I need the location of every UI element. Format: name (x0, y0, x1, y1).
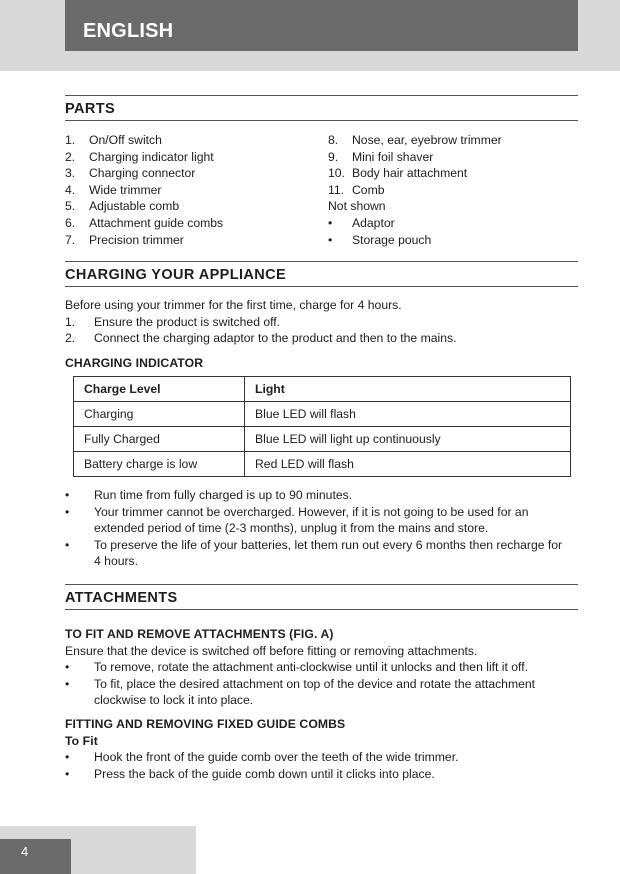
table-cell: Blue LED will flash (245, 402, 571, 427)
item-number: 1. (65, 133, 76, 147)
list-item (65, 749, 578, 766)
charging-section (65, 261, 578, 573)
parts-title: PARTS (65, 101, 116, 117)
charging-steps (65, 314, 578, 347)
list-item (65, 165, 315, 182)
fit-remove-intro: Ensure that the device is switched off before fitting or removing attachments. (65, 643, 478, 658)
item-number: 10. (328, 166, 345, 181)
list-item (65, 314, 578, 331)
list-item (328, 165, 578, 182)
item-text: Body hair attachment (352, 166, 468, 181)
list-item (328, 182, 578, 199)
charging-title: CHARGING YOUR APPLIANCE (65, 267, 287, 283)
item-text: Nose, ear, eyebrow trimmer (352, 133, 502, 147)
parts-section (65, 95, 578, 255)
parts-list-right (328, 132, 578, 248)
list-item (328, 215, 578, 232)
item-text: To preserve the life of your batteries, let them run out every 6 months then recharge for 4 hours. (94, 537, 563, 569)
guide-comb-items (65, 749, 578, 782)
list-item (65, 149, 315, 166)
bullet-icon: • (65, 676, 70, 691)
list-item (65, 182, 315, 199)
language-tab (65, 0, 578, 51)
list-item (65, 198, 315, 215)
list-item (65, 215, 315, 232)
attachments-title: ATTACHMENTS (65, 590, 178, 606)
bullet-icon: • (65, 750, 70, 765)
item-number: 2. (65, 331, 76, 346)
language-label: ENGLISH (83, 20, 174, 42)
item-text: Attachment guide combs (89, 215, 224, 230)
bullet-icon: • (65, 660, 70, 675)
item-number: 1. (65, 314, 76, 329)
column-header: Light (245, 377, 571, 402)
item-text: On/Off switch (89, 133, 162, 147)
fit-remove-items (65, 659, 565, 709)
item-text: Press the back of the guide comb down until it clicks into place. (94, 766, 435, 781)
charging-intro: Before using your trimmer for the first time, charge for 4 hours. (65, 298, 402, 312)
table-row (74, 452, 571, 477)
attachments-heading-bar (65, 584, 578, 610)
list-item (328, 232, 578, 249)
item-text: To fit, place the desired attachment on top of the device and rotate the attachment clockwise to lock it into place. (94, 676, 536, 708)
item-text: Storage pouch (352, 232, 432, 247)
item-text: Precision trimmer (89, 232, 184, 247)
bullet-icon: • (328, 215, 333, 230)
item-text: Adaptor (352, 215, 395, 230)
item-number: 8. (328, 133, 339, 147)
table-cell: Battery charge is low (74, 452, 245, 477)
item-text: Charging indicator light (89, 149, 214, 164)
bullet-icon: • (328, 232, 333, 247)
bullet-icon: • (65, 488, 70, 502)
item-number: 5. (65, 199, 76, 214)
item-text: Ensure the product is switched off. (94, 314, 281, 329)
table-header-row (74, 377, 571, 402)
charging-notes (65, 487, 565, 570)
page-number-box (0, 839, 71, 874)
table-row (74, 427, 571, 452)
charging-indicator-heading: CHARGING INDICATOR (65, 356, 204, 370)
not-shown-label: Not shown (328, 199, 386, 214)
item-text: To remove, rotate the attachment anti-clockwise until it unlocks and then lift it off. (94, 660, 528, 675)
parts-right-items (328, 132, 578, 198)
list-item (65, 676, 565, 709)
list-item (65, 232, 315, 249)
attachments-section (65, 584, 578, 794)
item-number: 7. (65, 232, 76, 247)
bullet-icon: • (65, 537, 70, 552)
fit-remove-heading: TO FIT AND REMOVE ATTACHMENTS (FIG. A) (65, 627, 334, 641)
column-header: Charge Level (74, 377, 245, 402)
list-item (328, 149, 578, 166)
item-number: 9. (328, 149, 339, 164)
item-text: Wide trimmer (89, 182, 162, 197)
table-cell: Fully Charged (74, 427, 245, 452)
list-item (65, 659, 565, 676)
charging-indicator-table (73, 376, 571, 477)
list-item (65, 132, 315, 149)
list-item (65, 537, 565, 570)
item-text: Connect the charging adaptor to the product and then to the mains. (94, 331, 457, 346)
item-number: 3. (65, 166, 76, 181)
list-item (65, 330, 578, 347)
not-shown-items (328, 215, 578, 248)
table-cell: Blue LED will light up continuously (245, 427, 571, 452)
page-number: 4 (21, 844, 29, 859)
item-text: Adjustable comb (89, 199, 180, 214)
item-number: 4. (65, 182, 76, 197)
parts-heading-bar (65, 95, 578, 121)
parts-left-items (65, 132, 315, 248)
item-text: Mini foil shaver (352, 149, 434, 164)
guide-combs-heading: FITTING AND REMOVING FIXED GUIDE COMBS (65, 717, 346, 731)
item-text: Charging connector (89, 166, 196, 181)
parts-list-left (65, 132, 315, 248)
item-text: Your trimmer cannot be overcharged. However, if it is not going to be used for an extended period of time (2-3 months), unplug it from the mains and store. (94, 504, 529, 536)
to-fit-label: To Fit (65, 733, 98, 748)
item-text: Comb (352, 182, 385, 197)
charging-heading-bar (65, 261, 578, 287)
item-text: Run time from fully charged is up to 90 minutes. (94, 488, 353, 502)
bullet-icon: • (65, 766, 70, 781)
item-number: 11. (328, 182, 345, 197)
list-item (65, 766, 578, 783)
list-item (65, 487, 565, 504)
item-number: 6. (65, 215, 76, 230)
item-text: Hook the front of the guide comb over the teeth of the wide trimmer. (94, 750, 459, 765)
table-cell: Red LED will flash (245, 452, 571, 477)
list-item (328, 132, 578, 149)
bullet-icon: • (65, 504, 70, 519)
item-number: 2. (65, 149, 76, 164)
list-item (65, 504, 565, 537)
table-row (74, 402, 571, 427)
table-cell: Charging (74, 402, 245, 427)
